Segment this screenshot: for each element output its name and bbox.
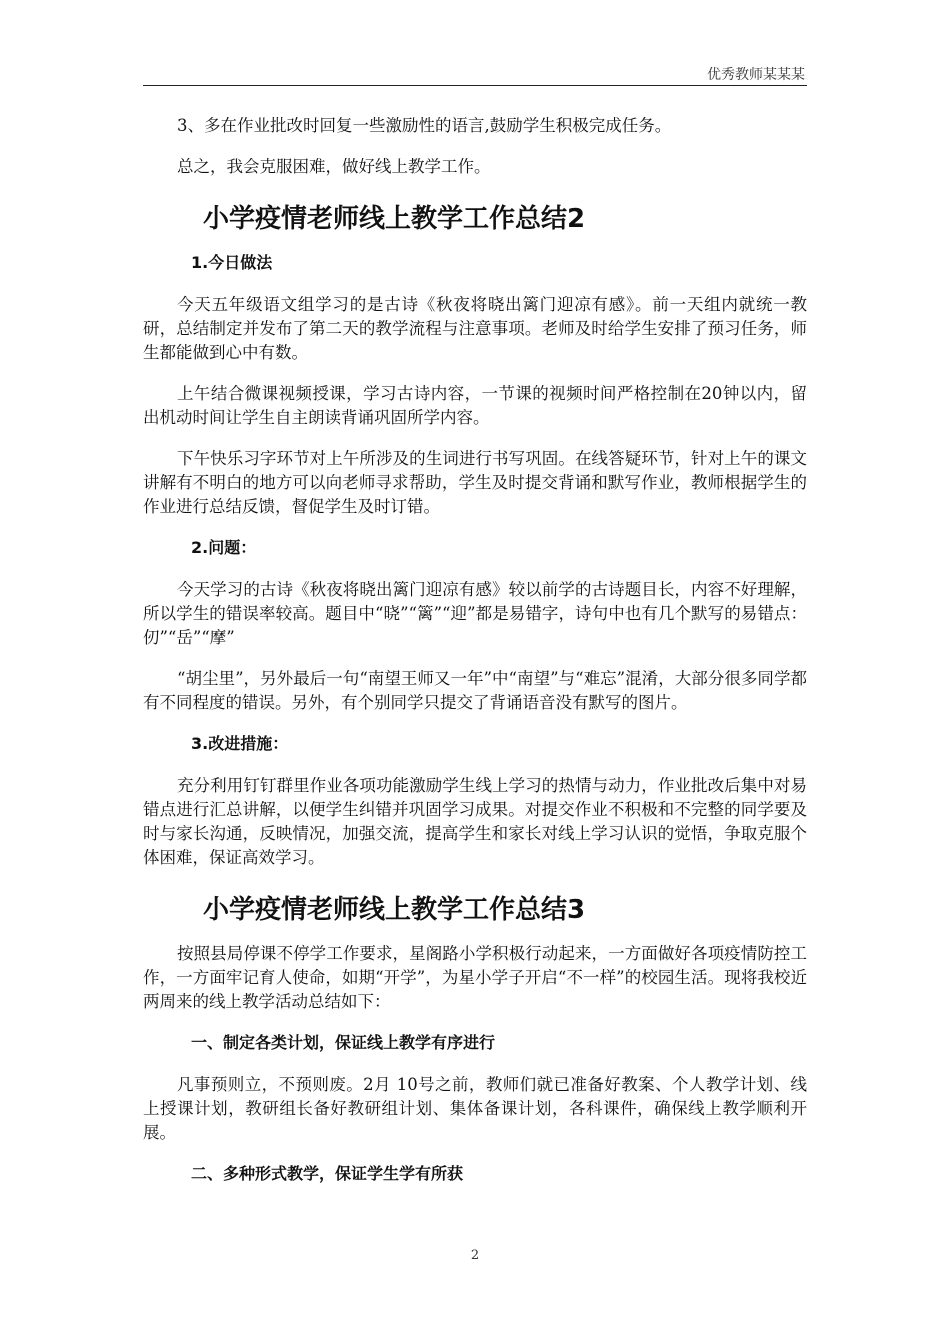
paragraph: 今天五年级语文组学习的是古诗《秋夜将晓出篱门迎凉有感》。前一天组内就统一教研，总结制定并发布了第二天的教学流程与注意事项。老师及时给学生安排了预习任务，师生都能做到心中有数。 (143, 295, 807, 362)
header-divider (143, 85, 807, 86)
paragraph: 总之，我会克服困难，做好线上教学工作。 (177, 157, 491, 176)
page-number: 2 (470, 1248, 480, 1263)
header-title: 优秀教师某某某 (707, 67, 805, 83)
subheading: 二、多种形式教学，保证学生学有所获 (191, 1164, 464, 1183)
paragraph: “胡尘里”，另外最后一句“南望王师又一年”中“南望”与“难忘”混淆，大部分很多同学都有不同程度的错误。另外，有个别同学只提交了背诵语音没有默写的图片。 (143, 669, 807, 712)
document-body (143, 114, 807, 1204)
paragraph: 充分利用钉钉群里作业各项功能激励学生线上学习的热情与动力，作业批改后集中对易错点进行汇总讲解，以便学生纠错并巩固学习成果。对提交作业不积极和不完整的同学要及时与家长沟通，反映情况，加强交流，提高学生和家长对线上学习认识的觉悟，争取克服个体困难，保证高效学习。 (143, 776, 807, 867)
subheading: 2.问题： (191, 538, 257, 557)
section-title: 小学疫情老师线上教学工作总结2 (203, 204, 586, 234)
paragraph: 按照县局停课不停学工作要求，星阁路小学积极行动起来，一方面做好各项疫情防控工作，一方面牢记育人使命，如期“开学”，为星小学子开启“不一样”的校园生活。现将我校近两周来的线上教学活动总结如下： (143, 944, 807, 1011)
subheading: 一、制定各类计划，保证线上教学有序进行 (191, 1033, 496, 1052)
paragraph: 上午结合微课视频授课，学习古诗内容，一节课的视频时间严格控制在20钟以内，留出机动时间让学生自主朗读背诵巩固所学内容。 (143, 384, 807, 427)
section-title: 小学疫情老师线上教学工作总结3 (203, 895, 586, 925)
subheading: 3.改进措施： (191, 734, 289, 753)
paragraph: 下午快乐习字环节对上午所涉及的生词进行书写巩固。在线答疑环节，针对上午的课文讲解有不明白的地方可以向老师寻求帮助，学生及时提交背诵和默写作业，教师根据学生的作业进行总结反馈，督促学生及时订错。 (143, 449, 807, 516)
paragraph: 今天学习的古诗《秋夜将晓出篱门迎凉有感》较以前学的古诗题目长，内容不好理解，所以学生的错误率较高。题目中“晓”“篱”“迎”都是易错字，诗句中也有几个默写的易错点：仞”“岳”“摩” (143, 580, 807, 647)
subheading: 1.今日做法 (191, 253, 273, 272)
paragraph: 3、多在作业批改时回复一些激励性的语言,鼓励学生积极完成任务。 (177, 116, 672, 135)
paragraph: 凡事预则立，不预则废。2月 10号之前，教师们就已准备好教案、个人教学计划、线上授课计划，教研组长备好教研组计划、集体备课计划，各科课件，确保线上教学顺利开展。 (143, 1075, 807, 1142)
